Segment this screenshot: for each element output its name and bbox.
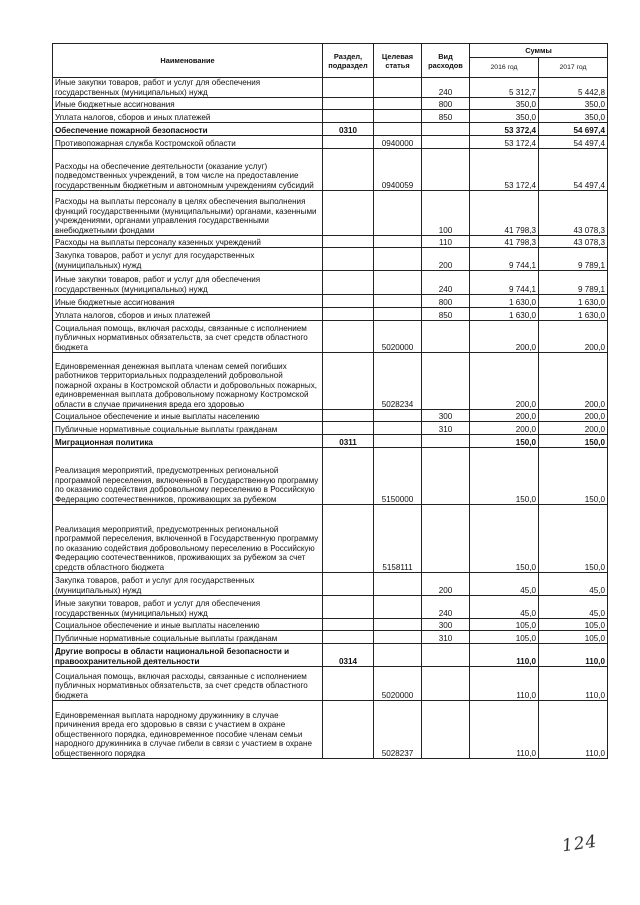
- cell-sum-2016: 350,0: [470, 98, 539, 110]
- cell-section: [323, 631, 374, 644]
- cell-section: [323, 596, 374, 619]
- cell-target: 0940000: [374, 136, 422, 149]
- cell-sum-2017: 45,0: [539, 596, 608, 619]
- cell-target: [374, 123, 422, 136]
- table-row: [53, 353, 608, 410]
- cell-section: [323, 619, 374, 631]
- header-type: Вид расходов: [422, 44, 470, 78]
- cell-sum-2017: 105,0: [539, 619, 608, 631]
- cell-target: [374, 271, 422, 295]
- cell-sum-2016: 45,0: [470, 596, 539, 619]
- cell-section: [323, 573, 374, 596]
- cell-sum-2016: 53 172,4: [470, 149, 539, 191]
- cell-type: 240: [422, 78, 470, 98]
- table-row: [53, 321, 608, 353]
- table-row: [53, 410, 608, 422]
- cell-sum-2017: 110,0: [539, 644, 608, 667]
- cell-name: Расходы на выплаты персоналу в целях обеспечения выполнения функций государственными (муниципальными) органами, казенными учреждениями, органами управления государственными внебюджетными фондами: [53, 191, 323, 236]
- cell-name: Обеспечение пожарной безопасности: [53, 123, 323, 136]
- cell-target: 0940059: [374, 149, 422, 191]
- cell-type: [422, 136, 470, 149]
- cell-sum-2017: 350,0: [539, 98, 608, 110]
- header-target: Целевая статья: [374, 44, 422, 78]
- cell-sum-2017: 110,0: [539, 667, 608, 701]
- cell-section: [323, 701, 374, 759]
- cell-type: 200: [422, 573, 470, 596]
- cell-type: [422, 701, 470, 759]
- cell-sum-2017: 350,0: [539, 110, 608, 123]
- cell-target: [374, 110, 422, 123]
- cell-target: [374, 236, 422, 248]
- cell-type: [422, 353, 470, 410]
- cell-target: 5028237: [374, 701, 422, 759]
- cell-name: Иные закупки товаров, работ и услуг для обеспечения государственных (муниципальных) нужд: [53, 78, 323, 98]
- cell-target: [374, 619, 422, 631]
- cell-sum-2016: 150,0: [470, 448, 539, 505]
- cell-name: Социальная помощь, включая расходы, связанные с исполнением публичных нормативных обязательств, за счет средств областного бюджета: [53, 321, 323, 353]
- cell-name: Иные бюджетные ассигнования: [53, 98, 323, 110]
- cell-type: 310: [422, 631, 470, 644]
- cell-sum-2016: 110,0: [470, 667, 539, 701]
- cell-type: [422, 321, 470, 353]
- table-row: [53, 98, 608, 110]
- cell-sum-2016: 9 744,1: [470, 271, 539, 295]
- table-row: [53, 123, 608, 136]
- cell-name: Уплата налогов, сборов и иных платежей: [53, 308, 323, 321]
- cell-sum-2017: 1 630,0: [539, 295, 608, 308]
- cell-section: [323, 110, 374, 123]
- cell-sum-2016: 105,0: [470, 619, 539, 631]
- cell-sum-2016: 150,0: [470, 505, 539, 573]
- table-row: [53, 596, 608, 619]
- cell-name: Единовременная денежная выплата членам семей погибших работников территориальных подразделений добровольной пожарной охраны в Костромской области и добровольных пожарных, единовременная выплата добровольному пожарному Костромской области в случае причинения вреда его здоровью: [53, 353, 323, 410]
- cell-target: [374, 435, 422, 448]
- cell-sum-2017: 43 078,3: [539, 236, 608, 248]
- cell-sum-2017: 150,0: [539, 505, 608, 573]
- table-row: [53, 78, 608, 98]
- cell-section: [323, 78, 374, 98]
- table-row: [53, 644, 608, 667]
- cell-type: [422, 667, 470, 701]
- table-row: [53, 448, 608, 505]
- cell-target: [374, 422, 422, 435]
- table-row: [53, 136, 608, 149]
- cell-section: [323, 98, 374, 110]
- cell-sum-2016: 150,0: [470, 435, 539, 448]
- table-row: [53, 619, 608, 631]
- cell-sum-2017: 200,0: [539, 321, 608, 353]
- cell-section: [323, 667, 374, 701]
- table-row: [53, 248, 608, 271]
- table-row: [53, 505, 608, 573]
- table-row: [53, 422, 608, 435]
- cell-sum-2017: 200,0: [539, 422, 608, 435]
- cell-type: [422, 435, 470, 448]
- cell-sum-2017: 54 497,4: [539, 149, 608, 191]
- cell-type: [422, 448, 470, 505]
- cell-sum-2016: 105,0: [470, 631, 539, 644]
- cell-type: [422, 149, 470, 191]
- cell-sum-2017: 43 078,3: [539, 191, 608, 236]
- table-row: [53, 435, 608, 448]
- cell-name: Расходы на выплаты персоналу казенных учреждений: [53, 236, 323, 248]
- cell-name: Расходы на обеспечение деятельности (оказание услуг) подведомственных учреждений, в том числе на предоставление государственным бюджетным и автономным учреждениям субсидий: [53, 149, 323, 191]
- cell-sum-2017: 1 630,0: [539, 308, 608, 321]
- cell-sum-2017: 150,0: [539, 448, 608, 505]
- cell-type: 850: [422, 308, 470, 321]
- cell-sum-2017: 54 497,4: [539, 136, 608, 149]
- cell-target: 5020000: [374, 667, 422, 701]
- cell-sum-2017: 110,0: [539, 701, 608, 759]
- cell-target: [374, 644, 422, 667]
- header-sums: Суммы: [470, 44, 608, 58]
- cell-type: [422, 505, 470, 573]
- table-row: [53, 573, 608, 596]
- table-row: [53, 236, 608, 248]
- table-row: [53, 295, 608, 308]
- cell-sum-2017: 150,0: [539, 435, 608, 448]
- cell-sum-2016: 200,0: [470, 422, 539, 435]
- cell-type: 100: [422, 191, 470, 236]
- cell-sum-2016: 53 372,4: [470, 123, 539, 136]
- cell-section: [323, 149, 374, 191]
- header-name: Наименование: [53, 44, 323, 78]
- cell-sum-2017: 54 697,4: [539, 123, 608, 136]
- cell-section: [323, 308, 374, 321]
- cell-target: 5028234: [374, 353, 422, 410]
- cell-sum-2017: 9 789,1: [539, 271, 608, 295]
- cell-sum-2017: 105,0: [539, 631, 608, 644]
- cell-section: [323, 448, 374, 505]
- cell-target: 5150000: [374, 448, 422, 505]
- cell-target: [374, 596, 422, 619]
- cell-section: [323, 353, 374, 410]
- cell-name: Социальная помощь, включая расходы, связанные с исполнением публичных нормативных обязательств, за счет средств областного бюджета: [53, 667, 323, 701]
- cell-section: [323, 248, 374, 271]
- cell-section: [323, 505, 374, 573]
- cell-target: 5158111: [374, 505, 422, 573]
- cell-sum-2017: 200,0: [539, 410, 608, 422]
- cell-sum-2016: 350,0: [470, 110, 539, 123]
- header-section: Раздел, подраздел: [323, 44, 374, 78]
- cell-section: [323, 136, 374, 149]
- cell-section: [323, 191, 374, 236]
- cell-name: Миграционная политика: [53, 435, 323, 448]
- cell-name: Уплата налогов, сборов и иных платежей: [53, 110, 323, 123]
- table-row: [53, 110, 608, 123]
- cell-type: 240: [422, 596, 470, 619]
- cell-name: Иные бюджетные ассигнования: [53, 295, 323, 308]
- table-row: [53, 308, 608, 321]
- header-year-2017: 2017 год: [539, 58, 608, 78]
- cell-sum-2017: 5 442,8: [539, 78, 608, 98]
- cell-name: Иные закупки товаров, работ и услуг для обеспечения государственных (муниципальных) нужд: [53, 596, 323, 619]
- cell-type: 800: [422, 295, 470, 308]
- cell-target: [374, 191, 422, 236]
- cell-sum-2016: 200,0: [470, 410, 539, 422]
- header-row: [53, 44, 608, 58]
- cell-type: 200: [422, 248, 470, 271]
- cell-name: Противопожарная служба Костромской области: [53, 136, 323, 149]
- cell-section: [323, 271, 374, 295]
- cell-type: 310: [422, 422, 470, 435]
- cell-sum-2016: 200,0: [470, 353, 539, 410]
- cell-target: [374, 573, 422, 596]
- cell-sum-2016: 41 798,3: [470, 191, 539, 236]
- cell-target: [374, 631, 422, 644]
- cell-type: 800: [422, 98, 470, 110]
- cell-section: 0310: [323, 123, 374, 136]
- cell-sum-2016: 200,0: [470, 321, 539, 353]
- cell-name: Социальное обеспечение и иные выплаты населению: [53, 410, 323, 422]
- cell-section: 0311: [323, 435, 374, 448]
- cell-target: [374, 410, 422, 422]
- table-body: [53, 78, 608, 759]
- cell-sum-2017: 200,0: [539, 353, 608, 410]
- budget-table: [52, 43, 608, 759]
- table-row: [53, 271, 608, 295]
- cell-type: [422, 123, 470, 136]
- cell-sum-2016: 1 630,0: [470, 308, 539, 321]
- cell-name: Иные закупки товаров, работ и услуг для обеспечения государственных (муниципальных) нужд: [53, 271, 323, 295]
- table-row: [53, 667, 608, 701]
- cell-section: [323, 295, 374, 308]
- cell-sum-2016: 9 744,1: [470, 248, 539, 271]
- cell-name: Реализация мероприятий, предусмотренных региональной программой переселения, включенной в Государственную программу по оказанию содействия добровольному переселению в Российскую Федерацию соотечественников, проживающих за рубежом: [53, 448, 323, 505]
- cell-name: Публичные нормативные социальные выплаты гражданам: [53, 631, 323, 644]
- cell-name: Другие вопросы в области национальной безопасности и правоохранительной деятельности: [53, 644, 323, 667]
- cell-sum-2017: 45,0: [539, 573, 608, 596]
- cell-target: 5020000: [374, 321, 422, 353]
- cell-section: [323, 321, 374, 353]
- cell-section: [323, 422, 374, 435]
- cell-target: [374, 295, 422, 308]
- cell-sum-2016: 45,0: [470, 573, 539, 596]
- cell-target: [374, 308, 422, 321]
- cell-type: 300: [422, 619, 470, 631]
- table-row: [53, 191, 608, 236]
- cell-sum-2016: 110,0: [470, 644, 539, 667]
- cell-sum-2017: 9 789,1: [539, 248, 608, 271]
- cell-target: [374, 98, 422, 110]
- cell-type: 240: [422, 271, 470, 295]
- cell-name: Закупка товаров, работ и услуг для государственных (муниципальных) нужд: [53, 248, 323, 271]
- cell-name: Закупка товаров, работ и услуг для государственных (муниципальных) нужд: [53, 573, 323, 596]
- cell-type: 850: [422, 110, 470, 123]
- cell-name: Реализация мероприятий, предусмотренных региональной программой переселения, включенной в Государственную программу по оказанию содействия добровольному переселению в Российскую Федерацию соотечественников, проживающих за рубежом за счет средств областного бюджета: [53, 505, 323, 573]
- cell-sum-2016: 5 312,7: [470, 78, 539, 98]
- cell-sum-2016: 1 630,0: [470, 295, 539, 308]
- cell-type: 110: [422, 236, 470, 248]
- cell-name: Публичные нормативные социальные выплаты гражданам: [53, 422, 323, 435]
- cell-sum-2016: 53 172,4: [470, 136, 539, 149]
- table-row: [53, 631, 608, 644]
- cell-name: Единовременная выплата народному дружиннику в случае причинения вреда его здоровью в связи с участием в охране общественного порядка, единовременное пособие членам семьи народного дружинника в случае гибели в связи с участием в охране общественного порядка: [53, 701, 323, 759]
- cell-name: Социальное обеспечение и иные выплаты населению: [53, 619, 323, 631]
- cell-type: 300: [422, 410, 470, 422]
- header-year-2016: 2016 год: [470, 58, 539, 78]
- cell-section: [323, 410, 374, 422]
- cell-target: [374, 78, 422, 98]
- cell-sum-2016: 41 798,3: [470, 236, 539, 248]
- cell-section: 0314: [323, 644, 374, 667]
- cell-section: [323, 236, 374, 248]
- table-row: [53, 149, 608, 191]
- cell-sum-2016: 110,0: [470, 701, 539, 759]
- table-row: [53, 701, 608, 759]
- page-number: 124: [560, 831, 599, 857]
- cell-target: [374, 248, 422, 271]
- cell-type: [422, 644, 470, 667]
